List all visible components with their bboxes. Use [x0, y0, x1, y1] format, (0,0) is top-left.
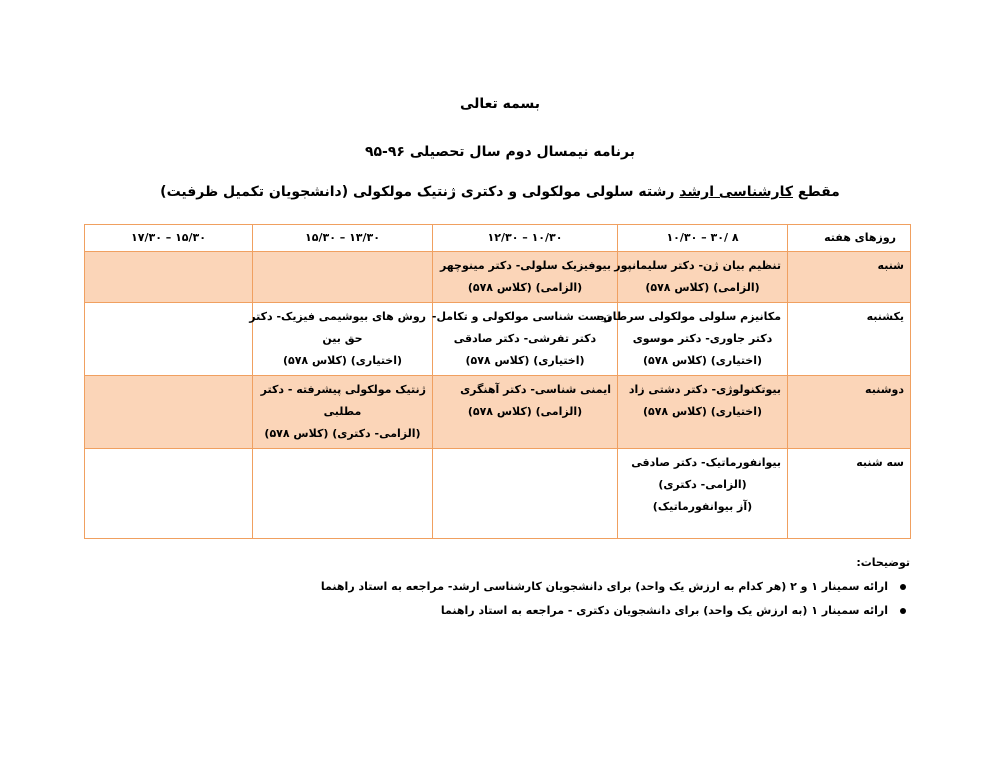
cell-text-line: ایمنی شناسی- دکتر آهنگری: [460, 383, 611, 396]
cell-text-line: مکانیزم سلولی مولکولی سرطان-: [598, 310, 781, 323]
cell-text-line: (الزامی- دکتری): [658, 478, 747, 491]
schedule-cell: [433, 449, 618, 539]
table-row: [85, 449, 911, 539]
cell-text-line: مطلبی: [323, 405, 362, 418]
schedule-cell: [433, 376, 618, 449]
schedule-cell: [85, 449, 253, 539]
cell-text-line: (الزامی) (کلاس ۵۷۸): [467, 405, 583, 418]
table-row: [85, 252, 911, 303]
cell-text-line: (اختیاری) (کلاس ۵۷۸): [642, 405, 763, 418]
notes-list: [90, 575, 910, 623]
page-subtitle: [0, 184, 1000, 200]
schedule-cell: [85, 376, 253, 449]
cell-text-line: حق بین: [322, 332, 363, 345]
table-row: [85, 376, 911, 449]
cell-text-line: بیوانفورماتیک- دکتر صادقی: [631, 456, 781, 469]
note-text: ارائه سمینار ۱ (به ارزش یک واحد) برای دانشجویان دکتری - مراجعه به استاد راهنما: [440, 604, 888, 617]
notes-heading: توضیحات:: [856, 556, 910, 569]
cell-text-line: دکتر تفرشی- دکتر صادقی: [453, 332, 597, 345]
cell-text-line: بیوتکنولوژی- دکتر دشتی زاد: [628, 383, 781, 396]
column-header-slot-3: ۱۳/۳۰ – ۱۵/۳۰: [253, 225, 433, 252]
column-header-slot-4: ۱۵/۳۰ – ۱۷/۳۰: [85, 225, 253, 252]
day-cell: دوشنبه: [788, 376, 911, 449]
table-row: [85, 303, 911, 376]
subtitle-degree: کارشناسی ارشد: [679, 184, 793, 200]
cell-text-line: دکتر جاوری- دکتر موسوی: [632, 332, 773, 345]
schedule-cell: [249, 303, 433, 376]
schedule-cell: [253, 252, 433, 303]
cell-text-line: تنظیم بیان ژن- دکتر سلیمانپور: [614, 259, 781, 272]
notes-section: [90, 556, 910, 623]
cell-text-line: (الزامی) (کلاس ۵۷۸): [645, 281, 760, 294]
cell-text-line: بیوفیزیک سلولی- دکتر مینوچهر: [439, 259, 611, 272]
cell-text-line: (آز بیوانفورماتیک): [652, 500, 753, 513]
cell-text-line: ژنتیک مولکولی پیشرفته - دکتر: [260, 383, 426, 396]
column-header-days: روزهای هفته: [788, 225, 911, 252]
cell-text-line: (الزامی) (کلاس ۵۷۸): [467, 281, 583, 294]
schedule-cell: [433, 252, 618, 303]
schedule-cell: [618, 376, 788, 449]
schedule-cell: [253, 449, 433, 539]
table-header-row: [85, 225, 911, 252]
schedule-cell: [618, 449, 788, 539]
subtitle-prefix: مقطع: [793, 184, 840, 200]
list-item: [90, 599, 888, 623]
schedule-cell: [614, 252, 788, 303]
schedule-table: [84, 224, 911, 539]
note-text: ارائه سمینار ۱ و ۲ (هر کدام به ارزش یک واحد) برای دانشجویان کارشناسی ارشد- مراجعه به استاد راهنما: [320, 580, 888, 593]
page-heading-bismillah: بسمه تعالی: [459, 96, 541, 112]
schedule-cell: [253, 376, 433, 449]
schedule-cell: [598, 303, 788, 376]
bullet-icon: [900, 584, 906, 590]
schedule-cell: [433, 303, 618, 376]
list-item: [90, 575, 888, 599]
day-cell: شنبه: [788, 252, 911, 303]
cell-text-line: (اختیاری) (کلاس ۵۷۸): [465, 354, 585, 367]
bullet-icon: [900, 608, 906, 614]
schedule-cell: [85, 252, 253, 303]
page-title: برنامه نیمسال دوم سال تحصیلی ۹۶-۹۵: [364, 144, 636, 160]
day-cell: یکشنبه: [788, 303, 911, 376]
cell-text-line: زیست شناسی مولکولی و تکامل-: [431, 310, 611, 323]
cell-text-line: (اختیاری) (کلاس ۵۷۸): [282, 354, 403, 367]
day-cell: سه شنبه: [788, 449, 911, 539]
cell-text-line: (الزامی- دکتری) (کلاس ۵۷۸): [264, 427, 421, 440]
column-header-slot-2: ۱۰/۳۰ – ۱۲/۳۰: [433, 225, 618, 252]
cell-text-line: (اختیاری) (کلاس ۵۷۸): [642, 354, 763, 367]
column-header-slot-1: ۸ /۳۰ – ۱۰/۳۰: [618, 225, 788, 252]
cell-text-line: روش های بیوشیمی فیزیک- دکتر: [249, 310, 426, 323]
subtitle-suffix: رشته سلولی مولکولی و دکتری ژنتیک مولکولی (دانشجویان تکمیل ظرفیت): [160, 184, 680, 200]
schedule-cell: [85, 303, 253, 376]
